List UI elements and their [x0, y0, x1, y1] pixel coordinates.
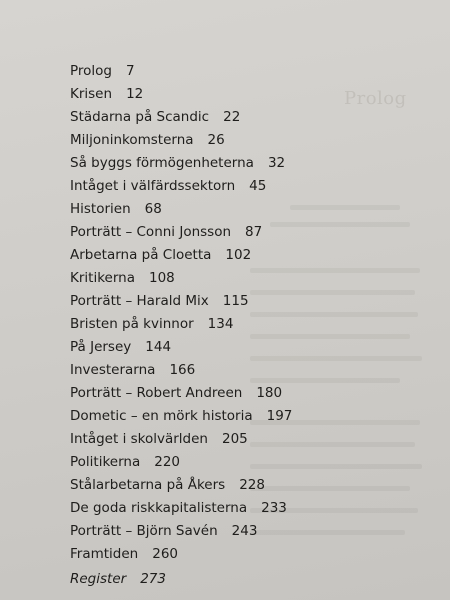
toc-entry: [70, 405, 430, 428]
toc-entry-page: 180: [256, 385, 283, 401]
bleed-through-heading: Prolog: [344, 88, 407, 109]
toc-entry: [70, 428, 430, 451]
toc-entry-page: 22: [223, 109, 241, 125]
toc-entry-page: 108: [148, 270, 175, 286]
toc-entry-title: Miljoninkomsterna: [70, 132, 194, 148]
toc-entry-page: 273: [140, 571, 166, 587]
toc-entry: [70, 60, 430, 83]
toc-entry-page: 243: [231, 523, 258, 539]
toc-entry-title: Kritikerna: [70, 270, 135, 286]
toc-entry: [70, 267, 430, 290]
toc-entry-register: [70, 568, 430, 591]
toc-entry-page: 166: [169, 362, 196, 378]
toc-entry: [70, 244, 430, 267]
toc-entry: [70, 382, 430, 405]
toc-entry-page: 228: [239, 477, 265, 493]
toc-entry: [70, 152, 430, 175]
toc-entry-page: 134: [207, 316, 234, 332]
toc-entry: [70, 520, 430, 543]
toc-entry-page: 45: [249, 178, 267, 194]
toc-entry: [70, 221, 430, 244]
toc-entry-title: Register: [70, 571, 127, 587]
toc-entry-page: 197: [266, 408, 293, 424]
toc-entry-title: Krisen: [70, 86, 113, 102]
toc-entry-title: Porträtt – Conni Jonsson: [70, 224, 232, 240]
toc-entry-page: 26: [207, 132, 225, 148]
toc-entry: [70, 474, 430, 497]
toc-entry-page: 32: [267, 155, 286, 171]
toc-entry-title: Framtiden: [70, 546, 139, 562]
toc-entry-title: Politikerna: [70, 454, 141, 470]
toc-entry-page: 260: [152, 546, 179, 562]
toc-entry-page: 233: [261, 500, 287, 516]
toc-entry-title: Porträtt – Harald Mix: [70, 293, 209, 309]
toc-entry: [70, 290, 430, 313]
toc-entry-title: Städarna på Scandic: [70, 109, 210, 125]
toc-entry-title: Intåget i välfärdssektorn: [70, 178, 236, 194]
toc-entry-title: Bristen på kvinnor: [70, 316, 194, 332]
toc-entry: [70, 451, 430, 474]
toc-entry-title: De goda riskkapitalisterna: [70, 500, 248, 516]
toc-entry-page: 144: [145, 339, 172, 355]
toc-entry: [70, 106, 430, 129]
toc-entry: [70, 129, 430, 152]
toc-entry-title: På Jersey: [70, 339, 132, 355]
toc-entry-title: Stålarbetarna på Åkers: [70, 477, 226, 493]
toc-entry: [70, 497, 430, 520]
toc-entry: [70, 359, 430, 382]
toc-entry-title: Dometic – en mörk historia: [70, 408, 253, 424]
toc-entry-page: 7: [126, 63, 135, 79]
toc-entry-page: 102: [225, 247, 252, 263]
toc-entry: [70, 543, 430, 566]
toc-entry-title: Porträtt – Robert Andreen: [70, 385, 243, 401]
toc-entry-page: 87: [245, 224, 263, 240]
toc-entry: [70, 336, 430, 359]
toc-entry-page: 115: [222, 293, 249, 309]
toc-entry: [70, 313, 430, 336]
toc-entry-page: 12: [126, 86, 144, 102]
toc-entry: [70, 83, 430, 106]
toc-entry-title: Historien: [70, 201, 131, 217]
toc-entry-title: Arbetarna på Cloetta: [70, 247, 212, 263]
toc-entry: [70, 198, 430, 221]
toc-entry-page: 68: [144, 201, 162, 217]
toc-entry-title: Så byggs förmögenheterna: [70, 155, 254, 171]
toc-entry-page: 205: [221, 431, 248, 447]
toc-entry-title: Prolog: [70, 63, 112, 79]
table-of-contents: [70, 60, 430, 591]
toc-entry-title: Intåget i skolvärlden: [70, 431, 208, 447]
toc-entry: [70, 175, 430, 198]
toc-entry-title: Porträtt – Björn Savén: [70, 523, 218, 539]
toc-entry-title: Investerarna: [70, 362, 156, 378]
toc-entry-page: 220: [154, 454, 181, 470]
